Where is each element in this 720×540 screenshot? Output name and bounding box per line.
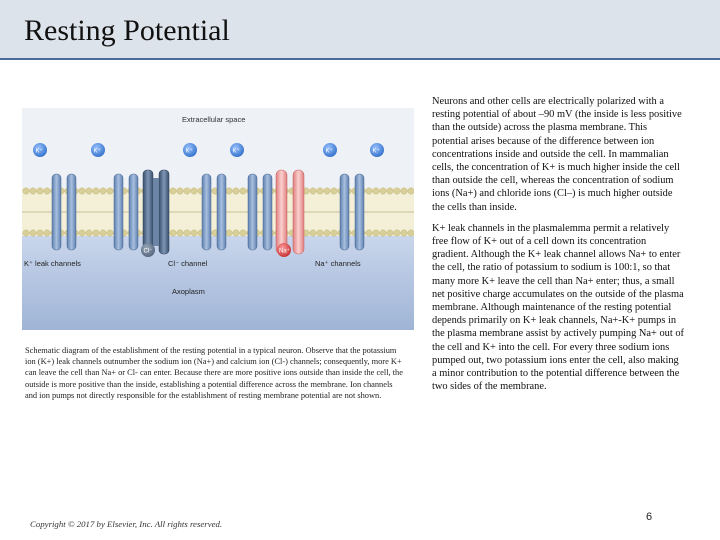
k-ion-label: K⁺	[232, 148, 240, 155]
cl-ion	[141, 243, 155, 257]
na-ion	[277, 243, 291, 257]
cl-channel-label: Cl⁻ channel	[168, 259, 208, 268]
axoplasm-region	[22, 236, 414, 330]
k-ion-label: K⁺	[93, 148, 101, 155]
title-rule	[0, 58, 720, 60]
k-ion-label: K⁺	[185, 148, 193, 155]
page-number: 6	[646, 511, 653, 523]
axoplasm-label: Axoplasm	[172, 287, 205, 296]
paragraph-1: Neurons and other cells are electrically polarized with a resting potential of about –90 mV (the inside is less positive than the outside) across the plasma membrane. This potential arises because of the difference between ion concentrations inside and outside the cell. In mammalian cells, the concentration of K+ is much higher inside the cell than outside the cell, whereas the concentration of sodium ions (Na+) and chloride ions (Cl–) is much higher outside the cells than inside.	[432, 96, 682, 213]
copyright-notice: Copyright © 2017 by Elsevier, Inc. All rights reserved.	[30, 519, 223, 529]
k-ion-label: K⁺	[35, 148, 43, 155]
k-leak-channels-label: K⁺ leak channels	[24, 259, 81, 268]
body-text	[432, 95, 684, 401]
k-ion-label: K⁺	[372, 148, 380, 155]
figure-caption: Schematic diagram of the establishment of the resting potential in a typical neuron. Observe that the potassium ion (K+) leak channels outnumber the sodium ion (Na+) and calcium ion (Cl-) channels; consequently, more K+ can leave the cell than Na+ or Cl- can enter. Because there are more positive ions outside than inside the cell, the outside is more positive than the inside, establishing a potential difference across the membrane. Ion channels and ion pumps not directly responsible for the establishment of resting membrane potential are not shown.	[25, 346, 403, 400]
svg-text:Na⁺: Na⁺	[279, 248, 290, 255]
svg-text:Cl⁻: Cl⁻	[143, 248, 153, 255]
slide-title: Resting Potential	[24, 14, 230, 47]
cl-channel	[143, 170, 169, 254]
extracellular-label: Extracellular space	[182, 115, 246, 124]
membrane-figure	[22, 108, 414, 330]
paragraph-2: K+ leak channels in the plasmalemma permit a relatively free flow of K+ out of a cell down its concentration gradient. Although the K+ leak channel allows Na+ to enter the cell, the ratio of potassium to sodium is 100:1, so that many more K+ leave the cell than Na+ enter; thus, a small net positive charge accumulates on the outside of the plasma membrane. Although maintenance of the resting potential depends primarily on K+ leak channels, Na+-K+ pumps in the plasma membrane assist by actively pumping Na+ out of the cell and K+ into the cell. For every three sodium ions pumped out, two potassium ions enter the cell, also making a minor contribution to the potential difference between the two sides of the membrane.	[432, 222, 685, 393]
k-ion-label: K⁺	[325, 148, 333, 155]
na-channels-label: Na⁺ channels	[315, 259, 361, 268]
title-bar	[0, 0, 720, 60]
